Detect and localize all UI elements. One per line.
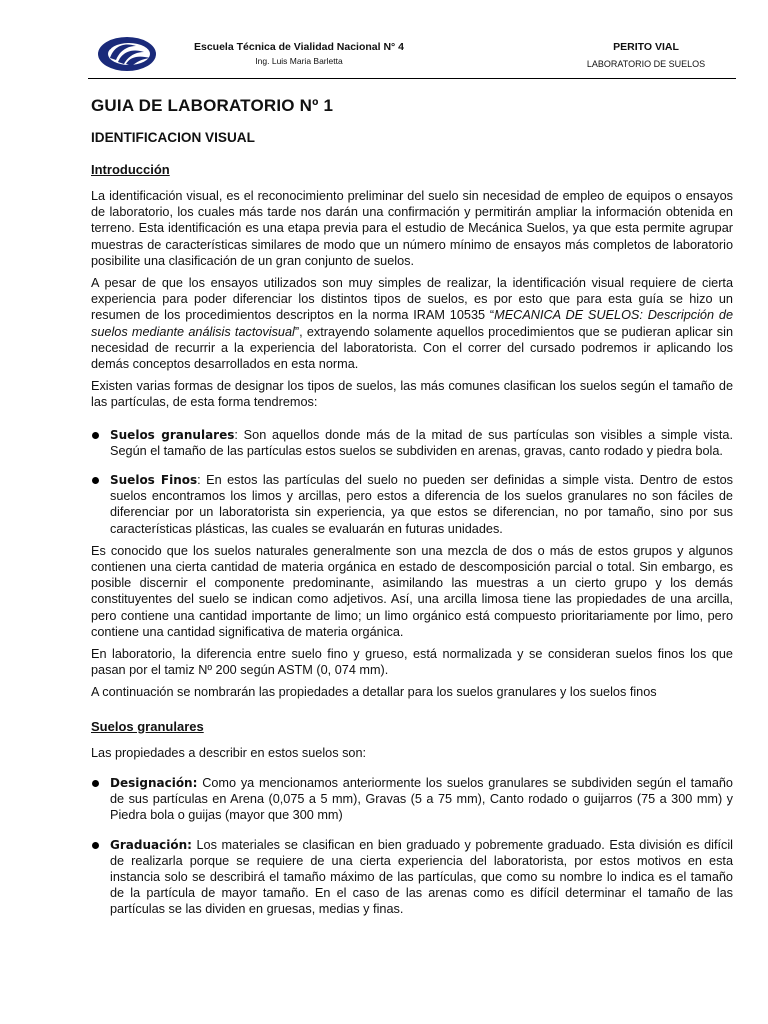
list-item-text: Como ya mencionamos anteriormente los suelos granulares se subdividen según el tamaño de sus partículas en Arena (0,075 a 5 mm), Gravas (5 a 75 mm), Canto rodado o guijarros (75 a 300 mm) y Piedra bola o guijas (mayor que 300 mm) bbox=[110, 775, 733, 823]
bullet-icon bbox=[92, 432, 99, 439]
list-item-text: : En estos las partículas del suelo no pueden ser definidas a simple vista. Dentro de estos suelos encontramos los limos y arcillas, pero estos a diferencia de los suelos granulares no son fáciles de diferenciar por un laboratorista sin experiencia, ya que estos se diferencian, no por tamaño, sino por sus características plásticas, las cuales se evaluarán en futuras unidades. bbox=[110, 473, 733, 536]
school-logo bbox=[96, 32, 158, 74]
intro-heading: Introducción bbox=[91, 162, 170, 177]
list-item-text: Los materiales se clasifican en bien graduado y pobremente graduado. Esta división es difícil de realizarla porque se requiere de una cierta experiencia del laboratorista, por estos motivos en esta instancia solo se describirá el tamaño máximo de las partículas, que como su nombre lo indica es el tamaño de la partícula de mayor tamaño. En el caso de las arenas como es difícil determinar el tamaño de las partículas se las dividen en gruesas, medias y finas. bbox=[110, 837, 733, 917]
list-item-term: Suelos Finos bbox=[110, 473, 198, 488]
spacer bbox=[91, 707, 733, 719]
school-name: Escuela Técnica de Vialidad Nacional N° 4 bbox=[193, 41, 404, 53]
course-name: PERITO VIAL bbox=[613, 41, 679, 53]
intro-paragraph-5: En laboratorio, la diferencia entre suelo fino y grueso, está normalizada y se consideran suelos finos los que pasan por el tamiz Nº 200 según ASTM (0, 074 mm). bbox=[91, 647, 733, 678]
header-divider bbox=[88, 78, 736, 79]
intro-paragraph-4: Es conocido que los suelos naturales generalmente son una mezcla de dos o más de estos grupos y algunos contienen una cierta cantidad de materia orgánica en estado de descomposición parcial o total. Sin embargo, es posible discernir el componente predominante, asimilando las muestras a un cierto grupo y los demás constituyentes del suelo se indican como adjetivos. Así, una arcilla limosa tiene las propiedades de una arcilla, pero contiene una cantidad importante de limo; un limo orgánico está compuesto prioritariamente por limo, pero contiene una cantidad significativa de materia orgánica. bbox=[91, 543, 733, 639]
intro-paragraph-6: A continuación se nombrarán las propiedades a detallar para los suelos granulares y los suelos finos bbox=[91, 685, 657, 700]
list-item bbox=[91, 472, 733, 537]
intro-paragraph-3: Existen varias formas de designar los tipos de suelos, las más comunes clasifican los suelos según el tamaño de las partículas, de esta forma tendremos: bbox=[91, 379, 733, 410]
page-header bbox=[88, 28, 736, 78]
granular-properties-list bbox=[91, 775, 733, 918]
bullet-icon bbox=[92, 477, 99, 484]
granulares-heading: Suelos granulares bbox=[91, 718, 204, 734]
intro-p2-end: ”, extrayendo solamente aquellos procedimientos que se pudieran aplicar sin necesidad de recurrir a la experiencia del laboratorista. Con el correr del cursado podremos ir aplicando los demás conceptos desarrollados en esta norma. bbox=[91, 324, 733, 372]
soil-types-list bbox=[91, 427, 733, 537]
intro-p2-start: A pesar de que los ensayos utilizados son muy simples de realizar, la identificación visual requiere de cierta experiencia para poder diferenciar los distintos tipos de suelos, es por esto que para esta guía se hizo un resumen de los procedimientos descriptos en la norma IRAM 10535 “ bbox=[91, 276, 733, 323]
list-item-text: : Son aquellos donde más de la mitad de sus partículas son visibles a simple vista. Según el tamaño de las partículas estos suelos se subdividen en arenas, gravas, canto rodado y piedra bola. bbox=[110, 427, 734, 458]
list-item bbox=[91, 427, 733, 459]
lab-name: LABORATORIO DE SUELOS bbox=[586, 59, 706, 69]
list-item-term: Graduación: bbox=[110, 837, 192, 852]
norm-title: MECANICA DE SUELOS: Descripción de suelos mediante análisis tactovisual bbox=[91, 308, 733, 339]
intro-paragraph-2 bbox=[91, 275, 733, 372]
bullet-icon bbox=[92, 842, 99, 849]
list-item-term: Designación: bbox=[110, 775, 198, 790]
teacher-name: Ing. Luis Maria Barletta bbox=[255, 56, 343, 66]
list-item bbox=[91, 775, 733, 824]
page-subtitle: IDENTIFICACION VISUAL bbox=[91, 130, 255, 145]
spacer bbox=[91, 417, 733, 427]
list-item-term: Suelos granulares bbox=[110, 427, 235, 442]
page-title: GUIA DE LABORATORIO Nº 1 bbox=[91, 96, 334, 115]
list-item bbox=[91, 837, 733, 918]
document-body bbox=[91, 96, 733, 931]
spacer bbox=[91, 767, 733, 775]
granulares-paragraph-1: Las propiedades a describir en estos suelos son: bbox=[91, 745, 367, 760]
intro-paragraph-1: La identificación visual, es el reconocimiento preliminar del suelo sin necesidad de empleo de equipos o ensayos de laboratorio, los cuales más tarde nos darán una confirmación y permitirán ampliar la información obtenida en terreno. Esta identificación es una etapa previa para el estudio de Mecánica Suelos, ya que esta permite agrupar muestras de características similares de modo que un número mínimo de ensayos más completos de laboratorio posibilite una clasificación de un gran conjunto de suelos. bbox=[91, 189, 733, 268]
bullet-icon bbox=[92, 780, 99, 787]
